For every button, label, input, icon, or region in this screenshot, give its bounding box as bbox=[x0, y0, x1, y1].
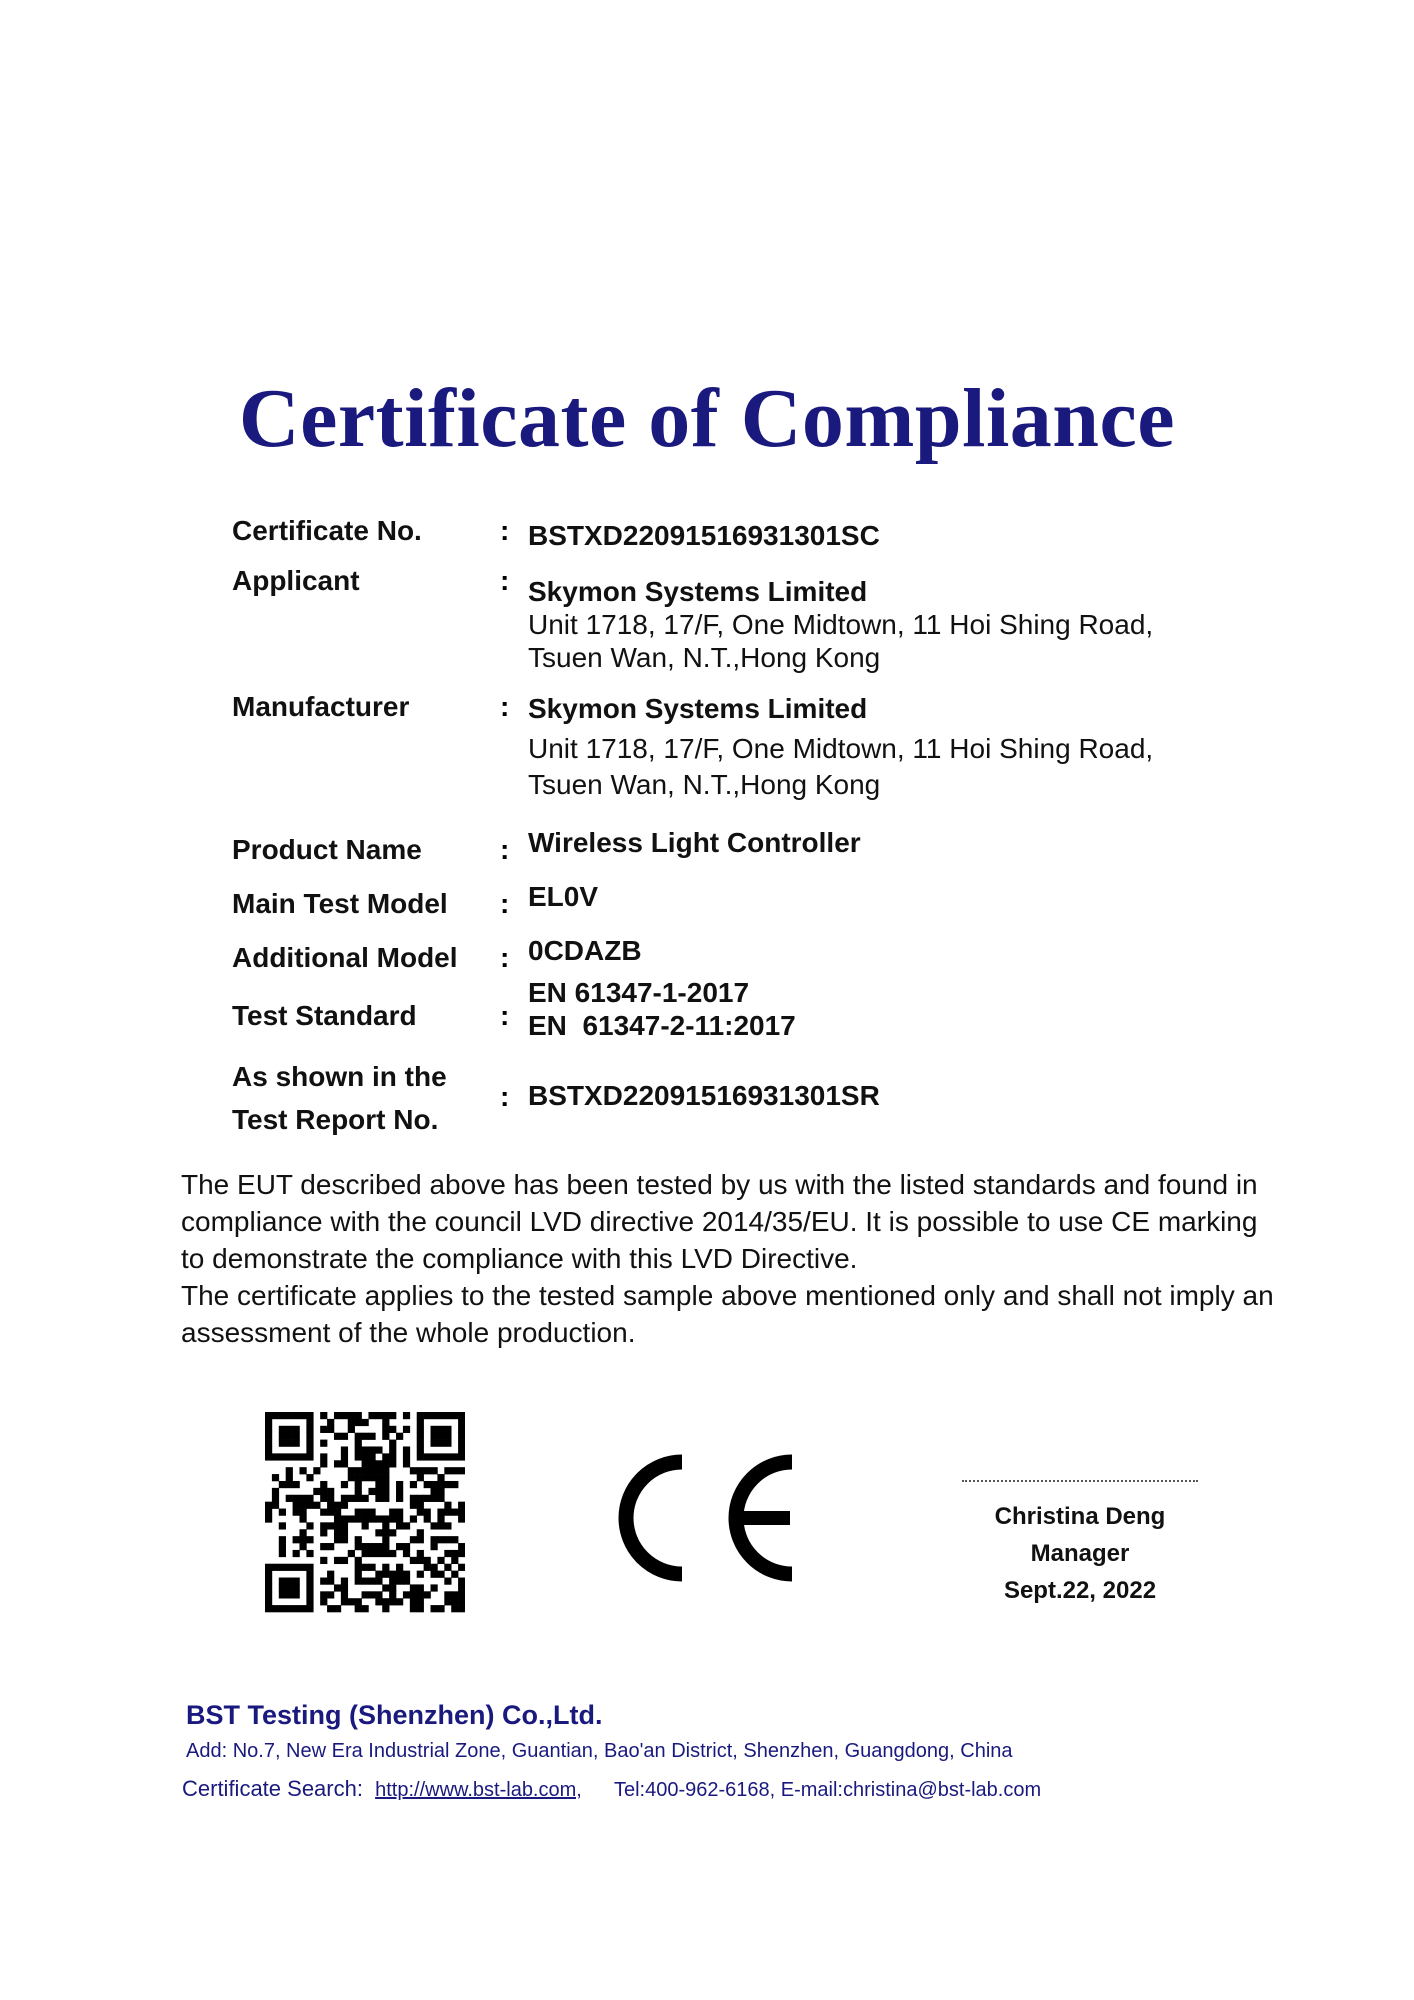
applicant-address-line2: Tsuen Wan, N.T.,Hong Kong bbox=[528, 642, 881, 673]
test-report-value: BSTXD22091516931301SR bbox=[528, 1080, 880, 1111]
contact-info: Tel:400-962-6168, E-mail:christina@bst-lab.com bbox=[613, 1779, 1042, 1801]
main-test-model-value: EL0V bbox=[528, 881, 599, 912]
product-name-value: Wireless Light Controller bbox=[528, 827, 861, 858]
additional-model-label: Additional Model bbox=[232, 942, 458, 973]
footer-contact-line bbox=[182, 1776, 1041, 1802]
test-standard-value-2: EN 61347-2-11:2017 bbox=[528, 1010, 796, 1041]
signatory-position: Manager bbox=[1030, 1540, 1130, 1567]
footer-address: Add: No.7, New Era Industrial Zone, Guantian, Bao'an District, Shenzhen, Guangdong, China bbox=[186, 1740, 1013, 1762]
ce-mark-icon bbox=[612, 1450, 808, 1586]
signatory-name: Christina Deng bbox=[994, 1503, 1166, 1530]
applicant-name: Skymon Systems Limited bbox=[528, 576, 868, 607]
certificate-search-label: Certificate Search: bbox=[182, 1776, 363, 1801]
signature-date: Sept.22, 2022 bbox=[1003, 1577, 1157, 1604]
applicant-address-line1: Unit 1718, 17/F, One Midtown, 11 Hoi Shing Road, bbox=[528, 609, 1154, 640]
footer-company: BST Testing (Shenzhen) Co.,Ltd. bbox=[186, 1700, 603, 1730]
colon: : bbox=[500, 1081, 510, 1112]
colon: : bbox=[500, 888, 510, 919]
statement-paragraph-1: The EUT described above has been tested by us with the listed standards and found in compliance with the council LVD directive 2014/35/EU. It is possible to use CE marking to demonstrate the compliance with this LVD Directive. bbox=[181, 1169, 1258, 1274]
page-title: Certificate of Compliance bbox=[238, 372, 1176, 465]
signature-line bbox=[962, 1480, 1198, 1482]
applicant-label: Applicant bbox=[232, 565, 360, 596]
signature-block bbox=[962, 1480, 1198, 1609]
colon: : bbox=[500, 942, 510, 973]
colon: : bbox=[500, 834, 510, 865]
manufacturer-address-line1: Unit 1718, 17/F, One Midtown, 11 Hoi Shing Road, bbox=[528, 733, 1154, 764]
certificate-no-label: Certificate No. bbox=[232, 515, 422, 546]
qr-code-icon bbox=[265, 1412, 465, 1614]
colon: : bbox=[500, 565, 510, 596]
website-link[interactable]: http://www.bst-lab.com, bbox=[375, 1779, 582, 1801]
certificate-no-value: BSTXD22091516931301SC bbox=[528, 520, 880, 551]
statement-paragraph-2: The certificate applies to the tested sample above mentioned only and shall not imply an assessment of the whole production. bbox=[181, 1280, 1274, 1348]
compliance-statement bbox=[181, 1166, 1281, 1351]
colon: : bbox=[500, 691, 510, 722]
test-standard-label: Test Standard bbox=[232, 1000, 417, 1031]
test-standard-value-1: EN 61347-1-2017 bbox=[528, 977, 750, 1008]
manufacturer-address-line2: Tsuen Wan, N.T.,Hong Kong bbox=[528, 769, 881, 800]
manufacturer-name: Skymon Systems Limited bbox=[528, 693, 868, 724]
colon: : bbox=[500, 515, 510, 546]
test-report-label-line1: As shown in the bbox=[232, 1061, 447, 1092]
product-name-label: Product Name bbox=[232, 834, 422, 865]
main-test-model-label: Main Test Model bbox=[232, 888, 448, 919]
manufacturer-label: Manufacturer bbox=[232, 691, 410, 722]
test-report-label-line2: Test Report No. bbox=[232, 1104, 439, 1135]
colon: : bbox=[500, 1000, 510, 1031]
additional-model-value: 0CDAZB bbox=[528, 935, 642, 966]
